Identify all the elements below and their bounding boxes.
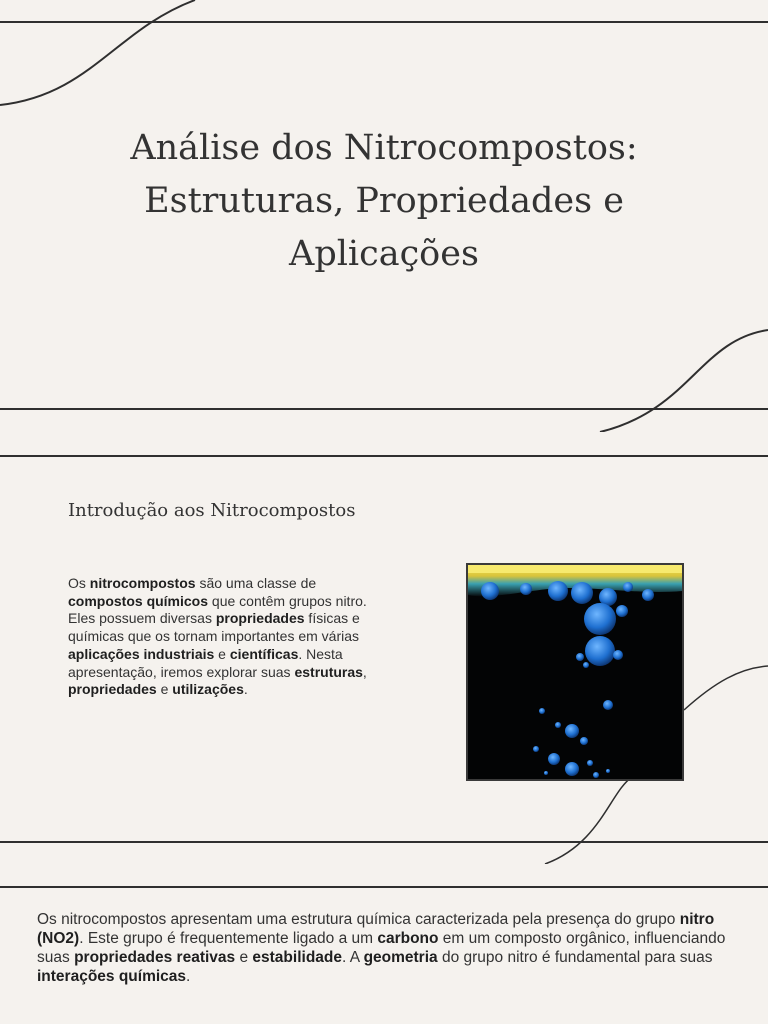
emphasis-text: geometria <box>363 949 438 966</box>
emphasis-text: nitrocompostos <box>89 575 196 591</box>
paragraph-text: , <box>362 663 367 680</box>
top-left-curve <box>0 0 195 105</box>
title-slide <box>0 0 768 432</box>
emphasis-text: propriedades reativas <box>74 949 236 966</box>
emphasis-text: estabilidade <box>252 949 342 966</box>
paragraph-text: do grupo nitro é fundamental para suas <box>437 949 713 966</box>
emphasis-text: aplicações industriais <box>68 645 215 662</box>
paragraph-text: e <box>235 949 253 966</box>
right-curve <box>684 666 768 710</box>
title-line: Análise dos Nitrocompostos: <box>130 128 638 168</box>
bubbles-image <box>466 563 684 781</box>
section-heading: Introdução aos Nitrocompostos <box>68 500 356 521</box>
title-line: Aplicações <box>289 234 479 274</box>
paragraph-text: . Nesta apresentação, iremos explorar suas <box>68 645 343 680</box>
emphasis-text: propriedades <box>215 610 305 627</box>
intro-slide <box>0 432 768 864</box>
bottom-right-curve <box>600 330 768 432</box>
paragraph-text: são uma classe de <box>195 575 317 591</box>
emphasis-text: estruturas <box>294 663 363 680</box>
paragraph-text: e <box>156 681 173 698</box>
emphasis-text: propriedades <box>68 681 157 698</box>
paragraph-text: e <box>214 645 230 662</box>
emphasis-text: compostos químicos <box>68 592 209 609</box>
paragraph-text: . <box>243 681 248 698</box>
emphasis-text: carbono <box>377 930 439 947</box>
paragraph-text: . Este grupo é frequentemente ligado a um <box>79 930 378 947</box>
intro-paragraph <box>68 575 384 699</box>
paragraph-text: . A <box>342 949 364 966</box>
paragraph-text: físicas e químicas que os tornam importantes em várias <box>68 610 360 645</box>
emphasis-text: interações químicas <box>37 968 187 985</box>
structure-paragraph <box>37 910 737 986</box>
emphasis-text: científicas <box>229 645 299 662</box>
paragraph-text: . <box>186 968 191 985</box>
paragraph-text: que contêm grupos nitro. Eles possuem diversas <box>68 592 367 627</box>
bubbles-illustration <box>468 565 682 779</box>
structure-slide <box>0 864 768 1024</box>
page-title <box>84 122 684 281</box>
paragraph-text: Os <box>68 575 90 591</box>
title-line: Estruturas, Propriedades e <box>144 181 624 221</box>
lower-curve <box>545 777 632 864</box>
emphasis-text: utilizações <box>172 681 244 698</box>
paragraph-text: em um composto orgânico, influenciando suas <box>37 930 726 966</box>
emphasis-text: nitro (NO2) <box>37 911 715 947</box>
paragraph-text: Os nitrocompostos apresentam uma estrutura química caracterizada pela presença do grupo <box>37 911 680 928</box>
